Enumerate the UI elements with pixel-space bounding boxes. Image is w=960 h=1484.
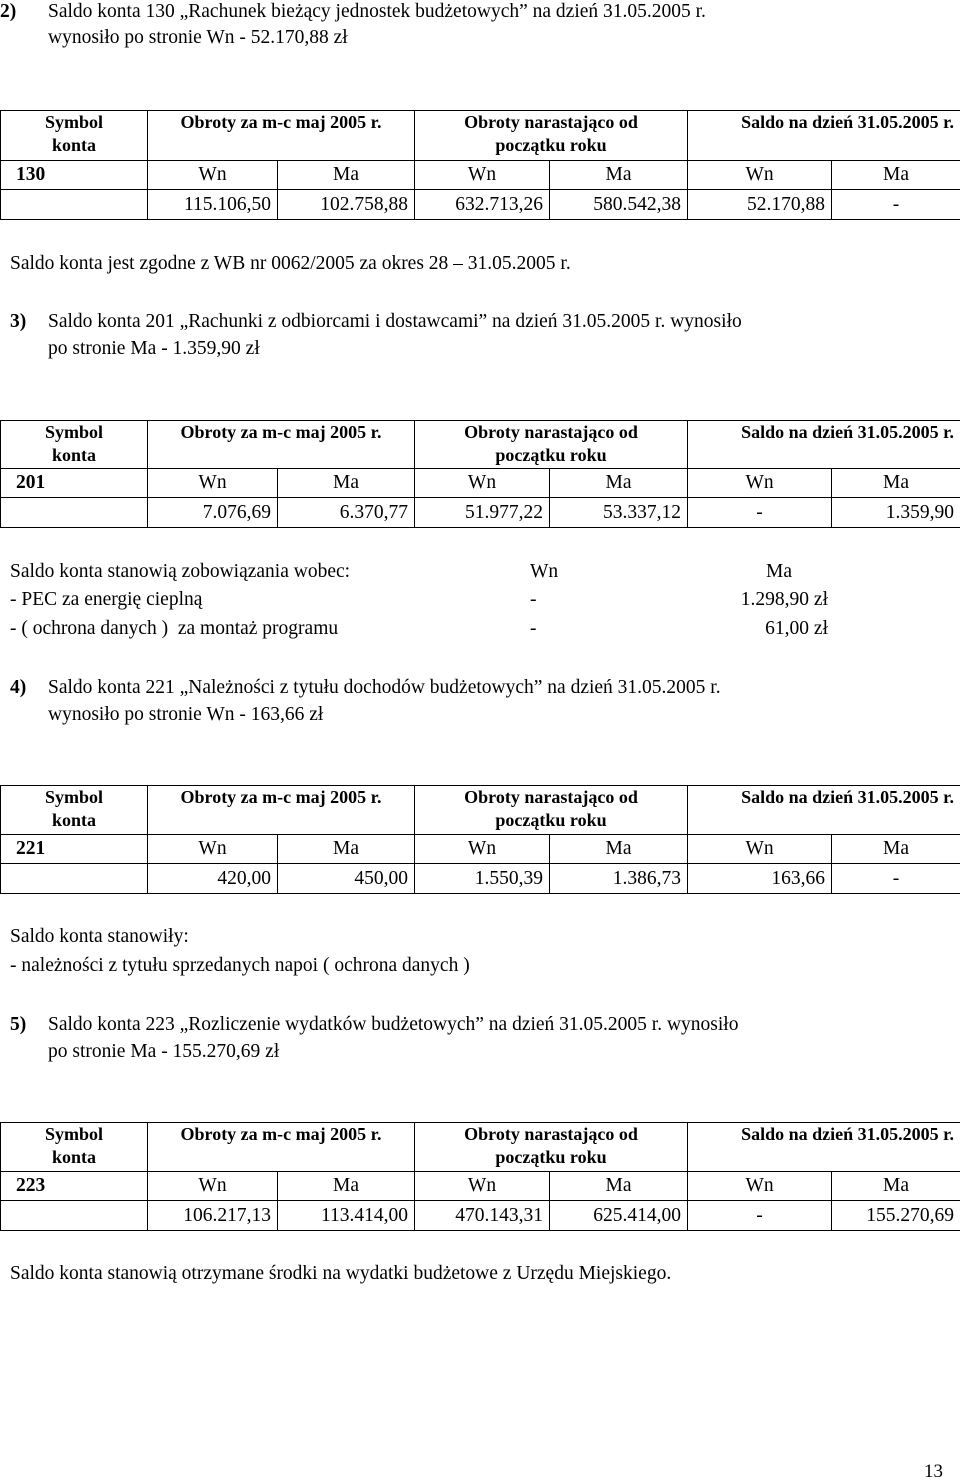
side-label: Wn (415, 835, 550, 864)
side-label: Ma (278, 469, 415, 498)
section-number: 5) (10, 1014, 27, 1035)
section-2-heading (0, 0, 958, 24)
empty-cell (1, 1201, 148, 1231)
side-label: Ma (550, 161, 688, 190)
symbol-header: Symbol konta (1, 786, 148, 835)
empty-cell (1, 190, 148, 220)
value-cell: 53.337,12 (550, 498, 688, 528)
empty-cell (1, 864, 148, 894)
value-cell: 163,66 (688, 864, 832, 894)
liability-ma: 1.298,90 zł (740, 589, 828, 610)
section-number: 2) (0, 1, 17, 22)
section-4-note2: - należności z tytułu sprzedanych napoi ( ochrona danych ) (10, 955, 470, 976)
value-cell: 106.217,13 (148, 1201, 278, 1231)
side-label: Ma (278, 835, 415, 864)
value-cell: 52.170,88 (688, 190, 832, 220)
value-cell: 1.550,39 (415, 864, 550, 894)
section-number: 4) (10, 677, 27, 698)
symbol-header: Symbol konta (1, 1123, 148, 1172)
liability-label: - ( ochrona danych ) za montaż programu (10, 618, 339, 639)
side-label: Wn (688, 835, 832, 864)
side-label: Ma (550, 835, 688, 864)
section-2-note: Saldo konta jest zgodne z WB nr 0062/2005 za okres 28 – 31.05.2005 r. (10, 253, 571, 274)
liabilities-intro: Saldo konta stanowią zobowiązania wobec: (10, 561, 351, 582)
account-code: 130 (1, 161, 148, 190)
side-label: Ma (278, 161, 415, 190)
value-cell: 102.758,88 (278, 190, 415, 220)
liabilities-col-wn: Wn (530, 561, 559, 582)
side-label: Wn (148, 469, 278, 498)
value-cell: 7.076,69 (148, 498, 278, 528)
side-label: Wn (148, 1172, 278, 1201)
account-201-table (0, 420, 960, 528)
value-cell: 470.143,31 (415, 1201, 550, 1231)
liability-label: - PEC za energię cieplną (10, 589, 203, 610)
section-number: 3) (10, 311, 27, 332)
liability-ma: 61,00 zł (765, 618, 828, 639)
side-label: Ma (832, 161, 960, 190)
section-2-line2: wynosiło po stronie Wn - 52.170,88 zł (48, 27, 348, 48)
side-label: Wn (688, 161, 832, 190)
section-4-heading (10, 676, 950, 700)
section-4-line2: wynosiło po stronie Wn - 163,66 zł (48, 704, 324, 725)
side-label: Wn (148, 161, 278, 190)
liability-wn: - (530, 589, 537, 610)
account-130-table (0, 110, 960, 220)
liabilities-col-ma: Ma (766, 561, 792, 582)
account-223-table (0, 1122, 960, 1231)
side-label: Ma (550, 469, 688, 498)
balance-header: Saldo na dzień 31.05.2005 r. (688, 1123, 960, 1172)
turnover-month-header: Obroty za m-c maj 2005 r. (148, 421, 415, 469)
turnover-month-header: Obroty za m-c maj 2005 r. (148, 1123, 415, 1172)
value-cell: - (832, 190, 960, 220)
section-4-note1: Saldo konta stanowiły: (10, 926, 189, 947)
side-label: Ma (832, 1172, 960, 1201)
side-label: Wn (148, 835, 278, 864)
value-cell: 1.386,73 (550, 864, 688, 894)
value-cell: 115.106,50 (148, 190, 278, 220)
balance-header: Saldo na dzień 31.05.2005 r. (688, 786, 960, 835)
turnover-cumulative-header: Obroty narastająco od początku roku (415, 421, 688, 469)
symbol-header: Symbol konta (1, 421, 148, 469)
side-label: Wn (415, 161, 550, 190)
side-label: Wn (415, 469, 550, 498)
value-cell: 632.713,26 (415, 190, 550, 220)
account-code: 223 (1, 1172, 148, 1201)
empty-cell (1, 498, 148, 528)
side-label: Wn (415, 1172, 550, 1201)
value-cell: 51.977,22 (415, 498, 550, 528)
section-title-line1: Saldo konta 223 „Rozliczenie wydatków budżetowych” na dzień 31.05.2005 r. wynosiło (48, 1014, 739, 1035)
value-cell: 113.414,00 (278, 1201, 415, 1231)
section-title-line1: Saldo konta 221 „Należności z tytułu dochodów budżetowych” na dzień 31.05.2005 r. (48, 677, 721, 698)
value-cell: 1.359,90 (832, 498, 960, 528)
side-label: Wn (688, 1172, 832, 1201)
section-5-note: Saldo konta stanowią otrzymane środki na wydatki budżetowe z Urzędu Miejskiego. (10, 1263, 672, 1284)
side-label: Ma (278, 1172, 415, 1201)
section-3-heading (10, 310, 950, 334)
turnover-month-header: Obroty za m-c maj 2005 r. (148, 786, 415, 835)
value-cell: 625.414,00 (550, 1201, 688, 1231)
side-label: Wn (688, 469, 832, 498)
section-5-line2: po stronie Ma - 155.270,69 zł (48, 1041, 280, 1062)
section-title-line1: Saldo konta 130 „Rachunek bieżący jednostek budżetowych” na dzień 31.05.2005 r. (48, 1, 706, 22)
section-5-heading (10, 1013, 950, 1037)
turnover-month-header: Obroty za m-c maj 2005 r. (148, 111, 415, 161)
value-cell: 580.542,38 (550, 190, 688, 220)
account-221-table (0, 785, 960, 894)
value-cell: - (832, 864, 960, 894)
turnover-cumulative-header: Obroty narastająco od początku roku (415, 111, 688, 161)
page-number: 13 (924, 1461, 943, 1482)
account-code: 221 (1, 835, 148, 864)
turnover-cumulative-header: Obroty narastająco od początku roku (415, 786, 688, 835)
section-title-line1: Saldo konta 201 „Rachunki z odbiorcami i dostawcami” na dzień 31.05.2005 r. wynosiło (48, 311, 742, 332)
account-code: 201 (1, 469, 148, 498)
symbol-header: Symbol konta (1, 111, 148, 161)
value-cell: - (688, 1201, 832, 1231)
side-label: Ma (550, 1172, 688, 1201)
liability-wn: - (530, 618, 537, 639)
turnover-cumulative-header: Obroty narastająco od początku roku (415, 1123, 688, 1172)
value-cell: 155.270,69 (832, 1201, 960, 1231)
balance-header: Saldo na dzień 31.05.2005 r. (688, 111, 960, 161)
section-3-line2: po stronie Ma - 1.359,90 zł (48, 338, 260, 359)
side-label: Ma (832, 469, 960, 498)
value-cell: - (688, 498, 832, 528)
value-cell: 450,00 (278, 864, 415, 894)
side-label: Ma (832, 835, 960, 864)
value-cell: 6.370,77 (278, 498, 415, 528)
balance-header: Saldo na dzień 31.05.2005 r. (688, 421, 960, 469)
value-cell: 420,00 (148, 864, 278, 894)
